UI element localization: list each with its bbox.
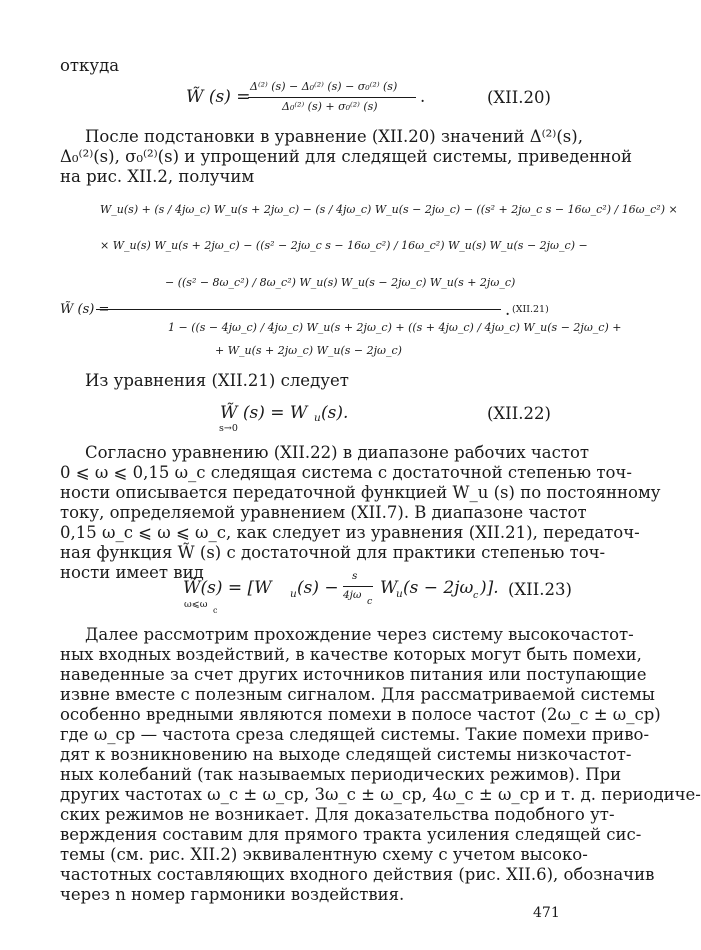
eq20-number: (XII.20) (487, 88, 551, 107)
eq20-denominator: Δ₀⁽²⁾ (s) + σ₀⁽²⁾ (s) (282, 100, 378, 113)
page-number: 471 (533, 905, 560, 921)
eq23-tail-w: W (380, 578, 398, 598)
eq23-tail-sub-u: u (396, 588, 403, 600)
eq23-limit-sub: c (213, 606, 218, 615)
paragraph-4-line: дят к возникновению на выходе следящей системы низкочастот- (60, 745, 632, 764)
eq22-subscript: u (314, 412, 321, 424)
eq22-limit: s→0 (219, 423, 238, 434)
paragraph-4-line: извне вместе с полезным сигналом. Для рассматриваемой системы (60, 685, 655, 704)
eq23-tail-c: )]. (480, 578, 499, 598)
eq21-main-fraction-bar (96, 309, 501, 310)
paragraph-4-line: частотных составляющих входного действия (рис. XII.6), обозначив (60, 865, 655, 884)
paragraph-4-line: ских режимов не возникает. Для доказательства подобного ут- (60, 805, 615, 824)
paragraph-1-line: После подстановки в уравнение (XII.20) значений Δ⁽²⁾(s), (85, 127, 583, 146)
paragraph-3-line: ности имеет вид (60, 563, 204, 582)
eq21-denominator-line-2: + W_u(s + 2jω_c) W_u(s − 2jω_c) (215, 344, 402, 357)
eq23-sub-u: u (290, 588, 297, 600)
paragraph-3-line: току, определяемой уравнением (XII.7). В диапазоне частот (60, 503, 587, 522)
paragraph-4 (60, 625, 701, 905)
eq23-number: (XII.23) (508, 580, 572, 599)
eq22-lhs: W̃ (s) = W (220, 403, 308, 423)
eq23-frac-num: s (352, 570, 358, 582)
paragraph-2: Из уравнения (XII.21) следует (85, 371, 349, 390)
eq23-tail-sub-c: c (473, 590, 479, 601)
eq21-number: (XII.21) (512, 304, 549, 315)
paragraph-4-line: ных колебаний (так называемых периодических режимов). При (60, 765, 622, 784)
eq21-lhs: W̃ (s) = (60, 302, 110, 317)
eq22-rhs-tail: (s). (321, 403, 349, 423)
paragraph-4-line: наведенные за счет других источников питания или поступающие (60, 665, 647, 684)
paragraph-3-line: ная функция W̃ (s) с достаточной для практики степенью точ- (60, 543, 606, 562)
eq21-numerator-line-3: − ((s² − 8ω_c²) / 8ω_c²) W_u(s) W_u(s − 2jω_c) W_u(s + 2jω_c) (165, 276, 516, 289)
paragraph-3-line: 0,15 ω_c ⩽ ω ⩽ ω_c, как следует из уравнения (XII.21), передаточ- (60, 523, 640, 542)
eq23-mid: (s) − (297, 578, 339, 598)
paragraph-1-line: Δ₀⁽²⁾(s), σ₀⁽²⁾(s) и упрощений для следящей системы, приведенной (60, 147, 633, 166)
eq23-tail-b: (s − 2jω (403, 578, 474, 598)
eq20-numerator: Δ⁽²⁾ (s) − Δ₀⁽²⁾ (s) − σ₀⁽²⁾ (s) (250, 80, 398, 93)
eq21-tail: . (505, 300, 511, 319)
eq23-fraction-bar (343, 586, 373, 587)
paragraph-4-line: ных входных воздействий, в качестве которых могут быть помехи, (60, 645, 642, 664)
eq23-frac-den: 4jω (343, 589, 362, 601)
paragraph-4-line: через n номер гармоники воздействия. (60, 885, 405, 904)
paragraph-4-line: темы (см. рис. XII.2) эквивалентную схему с учетом высоко- (60, 845, 588, 864)
paragraph-3 (60, 443, 661, 583)
eq20-fraction-bar (248, 97, 416, 98)
paragraph-3-line: 0 ⩽ ω ⩽ 0,15 ω_c следящая система с достаточной степенью точ- (60, 463, 632, 482)
eq23-frac-den-sub: c (367, 596, 373, 607)
eq21-denominator-line-1: 1 − ((s − 4jω_c) / 4jω_c) W_u(s + 2jω_c) + ((s + 4jω_c) / 4jω_c) W_u(s − 2jω_c) + (168, 321, 622, 334)
intro-word: откуда (60, 56, 120, 75)
paragraph-4-line: верждения составим для прямого тракта усиления следящей сис- (60, 825, 642, 844)
paragraph-4-line: особенно вредными являются помехи в полосе частот (2ω_c ± ω_cp) (60, 705, 661, 724)
eq20-lhs: W̃ (s) = (186, 87, 251, 107)
paragraph-1 (60, 127, 633, 187)
eq21-numerator-line-1: W_u(s) + (s / 4jω_c) W_u(s + 2jω_c) − (s / 4jω_c) W_u(s − 2jω_c) − ((s² + 2jω_c s − 16ω_c²) / 16ω_c²) × (100, 203, 678, 216)
paragraph-4-line: других частотах ω_c ± ω_cp, 3ω_c ± ω_cp, 4ω_c ± ω_cp и т. д. периодиче- (60, 785, 701, 804)
paragraph-4-line: где ω_cp — частота среза следящей системы. Такие помехи приво- (60, 725, 650, 744)
eq23-lhs: W̃(s) = [W (183, 578, 272, 598)
eq21-numerator-line-2: × W_u(s) W_u(s + 2jω_c) − ((s² − 2jω_c s − 16ω_c²) / 16ω_c²) W_u(s) W_u(s − 2jω_c) − (100, 239, 588, 252)
eq22-number: (XII.22) (487, 404, 551, 423)
paragraph-4-line: Далее рассмотрим прохождение через систему высокочастот- (85, 625, 634, 644)
paragraph-3-line: ности описывается передаточной функцией W_u (s) по постоянному (60, 483, 661, 502)
eq23-limit: ω⩽ω (184, 599, 208, 610)
paragraph-3-line: Согласно уравнению (XII.22) в диапазоне рабочих частот (85, 443, 590, 462)
paragraph-1-line: на рис. XII.2, получим (60, 167, 255, 186)
eq20-tail: . (420, 87, 426, 106)
